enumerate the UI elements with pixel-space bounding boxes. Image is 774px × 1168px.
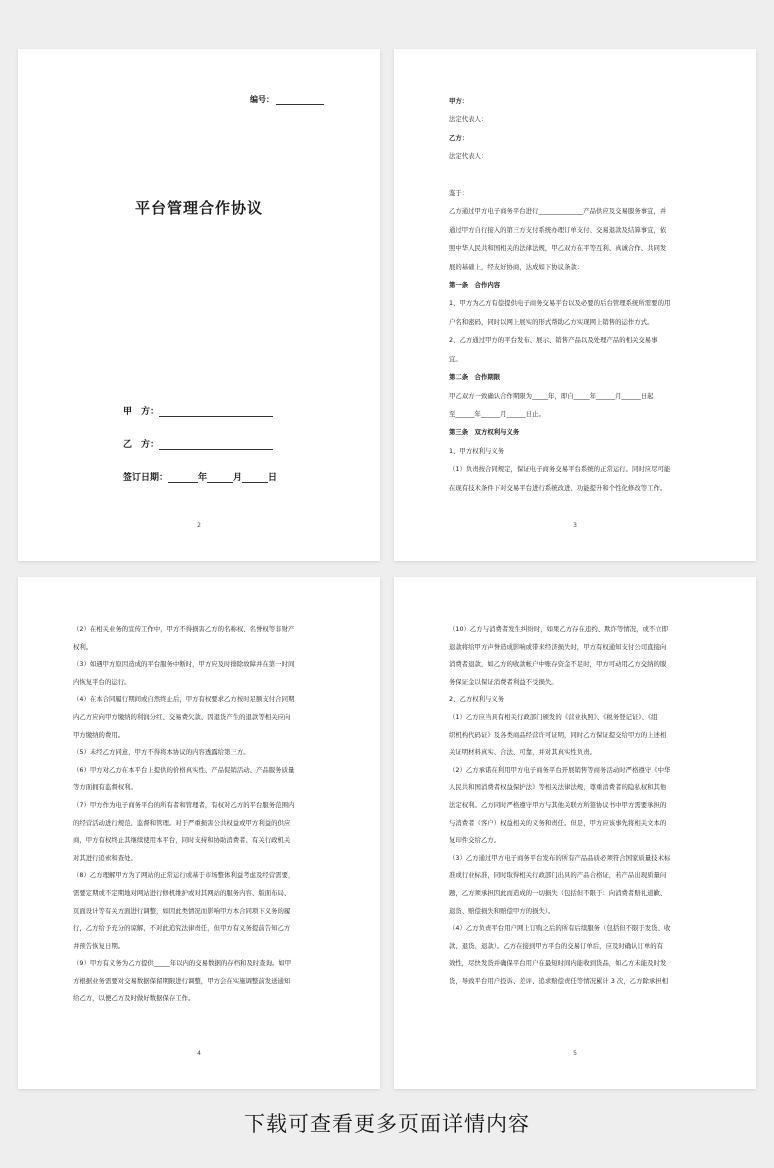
page-parties-and-terms xyxy=(394,49,756,561)
text-line: 权利。 xyxy=(73,642,93,651)
text-line: 1、甲方为乙方有偿提供电子商务交易平台以及必要的后台管理系统所需要的用 xyxy=(449,299,671,308)
text-line: 关证明材料真实、合法、可靠，并对其真实性负责。 xyxy=(449,748,596,757)
text-line: 款、退货、退款）。乙方在接到甲方平台的交易订单后，应及时确认订单的有 xyxy=(449,941,664,950)
party-b-line xyxy=(123,437,273,450)
text-line: 2、乙方权利与义务 xyxy=(449,695,505,704)
text-line: 并预告恢复日期。 xyxy=(73,941,125,950)
text-line: 的经营活动进行规范、监督和管理。对于严重损害公共权益或甲方利益的供应 xyxy=(73,818,291,827)
text-line: 展的基础上，经友好协商，达成如下协议条款： xyxy=(449,262,584,271)
text-line: 2、乙方通过甲方的平台发布、展示、销售产品以及处理产品的相关交易事 xyxy=(449,336,658,345)
text-line: 宜。 xyxy=(449,354,462,363)
text-line: （1）负责按合同规定，保证电子商务交易平台系统的正常运行。同时应尽可能 xyxy=(449,465,671,474)
text-line: 货，导致平台用户投诉、差评、追求赔偿责任等情况累计 3 次，乙方除承担相 xyxy=(449,976,669,985)
page-cover xyxy=(18,49,380,561)
sign-date-line xyxy=(123,470,277,483)
page-number: 3 xyxy=(573,522,577,529)
text-line: （2）乙方承诺在利用甲方电子商务平台开展销售等商务活动时严格遵守《中华 xyxy=(449,765,671,774)
text-line: 消费者退款，如乙方的收款帐户中账存资金不足时，甲方可动用乙方交纳的服 xyxy=(449,660,667,669)
text-line: 效性，尽快发货并确保平台用户在最短时间内能收到货品，如乙方未能及时发 xyxy=(449,959,667,968)
text-line: 乙方： xyxy=(449,133,469,142)
text-line: 1、甲方权利与义务 xyxy=(449,446,505,455)
page-number: 2 xyxy=(197,522,201,529)
text-line: （7）甲方作为电子商务平台的所有者和管理者，有权对乙方的平台服务范围内 xyxy=(73,800,295,809)
text-line: 方根据业务需要对交易数据保留期限进行调整，甲方会在实施调整前发送通知 xyxy=(73,976,291,985)
party-b-blank xyxy=(159,440,273,450)
page-number: 5 xyxy=(573,1050,577,1057)
text-line: 照中华人民共和国相关的法律法规，甲乙双方在平等互利、真诚合作、共同发 xyxy=(449,244,667,253)
page-body xyxy=(449,92,701,497)
text-line: 务保证金以保证消费者利益不受损失。 xyxy=(449,677,558,686)
text-line: 第一条 合作内容 xyxy=(449,281,501,290)
text-line: （1）乙方应当具有相关行政部门颁发的《营业执照》、《税务登记证》、《组 xyxy=(449,712,658,721)
text-line: （10）乙方与消费者发生纠纷时，如果乙方存在违约、欺诈等情况，或不立即 xyxy=(449,625,669,633)
text-line: 行，乙方给予充分的谅解，不对此追究法律责任，但甲方有义务提前告知乙方 xyxy=(73,924,291,933)
text-line: 鉴于： xyxy=(449,189,469,198)
year-label: 年 xyxy=(198,473,208,483)
party-b-label: 乙 方： xyxy=(123,440,160,450)
text-line: 准或行业标准，同时取得相关行政部门出具的产品合格证，若产品出现质量问 xyxy=(449,871,667,880)
text-line: （6）甲方对乙方在本平台上提供的价格真实性、产品促销活动、产品服务质量 xyxy=(73,765,295,774)
text-line: （9）甲方有义务为乙方提供_____年以内的交易数据的存档和及时查询。如甲 xyxy=(73,959,292,968)
text-line: （2）在相关业务的宣传工作中，甲方不得损害乙方的名称权、名誉权等非财产 xyxy=(73,625,295,633)
text-line: 法定权利。乙方同时严格遵守甲方与其他关联方所签协议书中甲方需要承担的 xyxy=(449,800,667,809)
page-party-a-obligations xyxy=(18,577,380,1089)
day-label: 日 xyxy=(268,473,278,483)
text-line: 甲方： xyxy=(449,97,469,105)
text-line: 甲方缴纳的费用。 xyxy=(73,730,125,739)
text-line: 页面设计等有关方面进行调整，如因此类情况而影响甲方本合同项下义务的履 xyxy=(73,906,291,915)
text-line: 织机构代码证》及各类商品经营许可证明，同时乙方保证提交给甲方的上述相 xyxy=(449,730,667,739)
month-blank xyxy=(207,473,233,483)
download-more-link[interactable]: 下载可查看更多页面详情内容 xyxy=(244,1112,530,1136)
sign-date-label: 签订日期： xyxy=(123,473,169,483)
text-line: 法定代表人： xyxy=(449,115,488,124)
year-blank xyxy=(168,473,198,483)
text-line: 人民共和国消费者权益保护法》等相关法律法规，尊重消费者的隐私权和其他 xyxy=(449,783,667,792)
text-line: 内乙方应向甲方缴纳的利润分红、交易费欠款、因退货产生的退款等相关应向 xyxy=(73,712,291,721)
text-line: 退货、赔偿损失和赔偿甲方的损失）。 xyxy=(449,906,555,915)
page-party-b-obligations xyxy=(394,577,756,1089)
page-body xyxy=(449,621,701,990)
text-line: （8）乙方理解甲方为了网站的正常运行或基于市场整体利益考虑及经营需要， xyxy=(73,871,295,880)
text-line: 法定代表人： xyxy=(449,152,488,161)
page-body xyxy=(73,621,325,1008)
text-line: （3）如遇甲方原因造成的平台服务中断时，甲方应及时排除故障并在第一时间 xyxy=(73,660,295,669)
text-line: （4）乙方负责平台用户网上订购之后的所有后续服务（包括但不限于发货、收 xyxy=(449,924,671,933)
text-line: 第二条 合作期限 xyxy=(449,373,501,382)
day-blank xyxy=(242,473,268,483)
text-line: 商，甲方有权终止其继续使用本平台，同时支持和协助消费者、有关行政机关 xyxy=(73,836,291,845)
text-line: （3）乙方通过甲方电子商务平台发布的所有产品品质必须符合国家质量技术标 xyxy=(449,853,671,862)
text-line: （5）未经乙方同意，甲方不得将本协议的内容透露给第三方。 xyxy=(73,748,250,757)
party-a-label: 甲 方： xyxy=(123,407,160,417)
text-line: 乙方通过甲方电子商务平台进行______________产品供应及交易服务事宜，并 xyxy=(449,207,667,216)
month-label: 月 xyxy=(233,473,243,483)
document-title: 平台管理合作协议 xyxy=(134,199,263,217)
text-line: 退款将给甲方声誉造成影响或带来经济损失时，甲方有权通知支付公司直接向 xyxy=(449,642,667,651)
serial-label: 编号： xyxy=(250,95,274,104)
text-line: 内恢复平台的运行。 xyxy=(73,677,131,686)
text-line: 对其进行追索和查处。 xyxy=(73,853,137,862)
text-line: 等方面拥有监督权利。 xyxy=(73,783,137,792)
text-line: 甲乙双方一致确认合作期限为_____年，即自_____年______月______日起 xyxy=(449,391,654,400)
text-line: （4）在本合同履行期间或自然终止后，甲方有权要求乙方按时足额支付合同期 xyxy=(73,695,295,704)
text-line: 需要定期或不定期地对网站进行修机维护或对其网站的服务内容、版面布局、 xyxy=(73,888,291,897)
text-line: 通过甲方自行接入的第三方支付系统办理订单支付、交易退款及结算事宜，依 xyxy=(449,225,667,234)
serial-number-field xyxy=(250,94,324,105)
text-line: 户名和密码，同时以网上展实的形式帮助乙方实现网上销售的运作方式。 xyxy=(449,317,654,326)
party-a-blank xyxy=(159,407,273,417)
text-line: 在现有技术条件下对交易平台进行系统改进、功能提升和个性化修改等工作。 xyxy=(449,483,667,492)
page-number: 4 xyxy=(197,1050,201,1057)
party-a-line xyxy=(123,404,273,417)
text-line: 第三条 双方权利与义务 xyxy=(449,428,520,437)
text-line: 给乙方，以便乙方及时做好数据保存工作。 xyxy=(73,994,195,1003)
text-line: 复印件交给乙方。 xyxy=(449,836,501,845)
text-line: 与消费者（客户）权益相关的义务和责任。但是，甲方应该事先将相关文本的 xyxy=(449,818,667,827)
text-line xyxy=(449,166,701,184)
text-line: 题，乙方须承担因此而造成的一切损失（包括但不限于：向消费者赔礼道歉、 xyxy=(449,888,667,897)
serial-blank xyxy=(276,96,324,105)
text-line: 至______年______月______日止。 xyxy=(449,409,545,418)
